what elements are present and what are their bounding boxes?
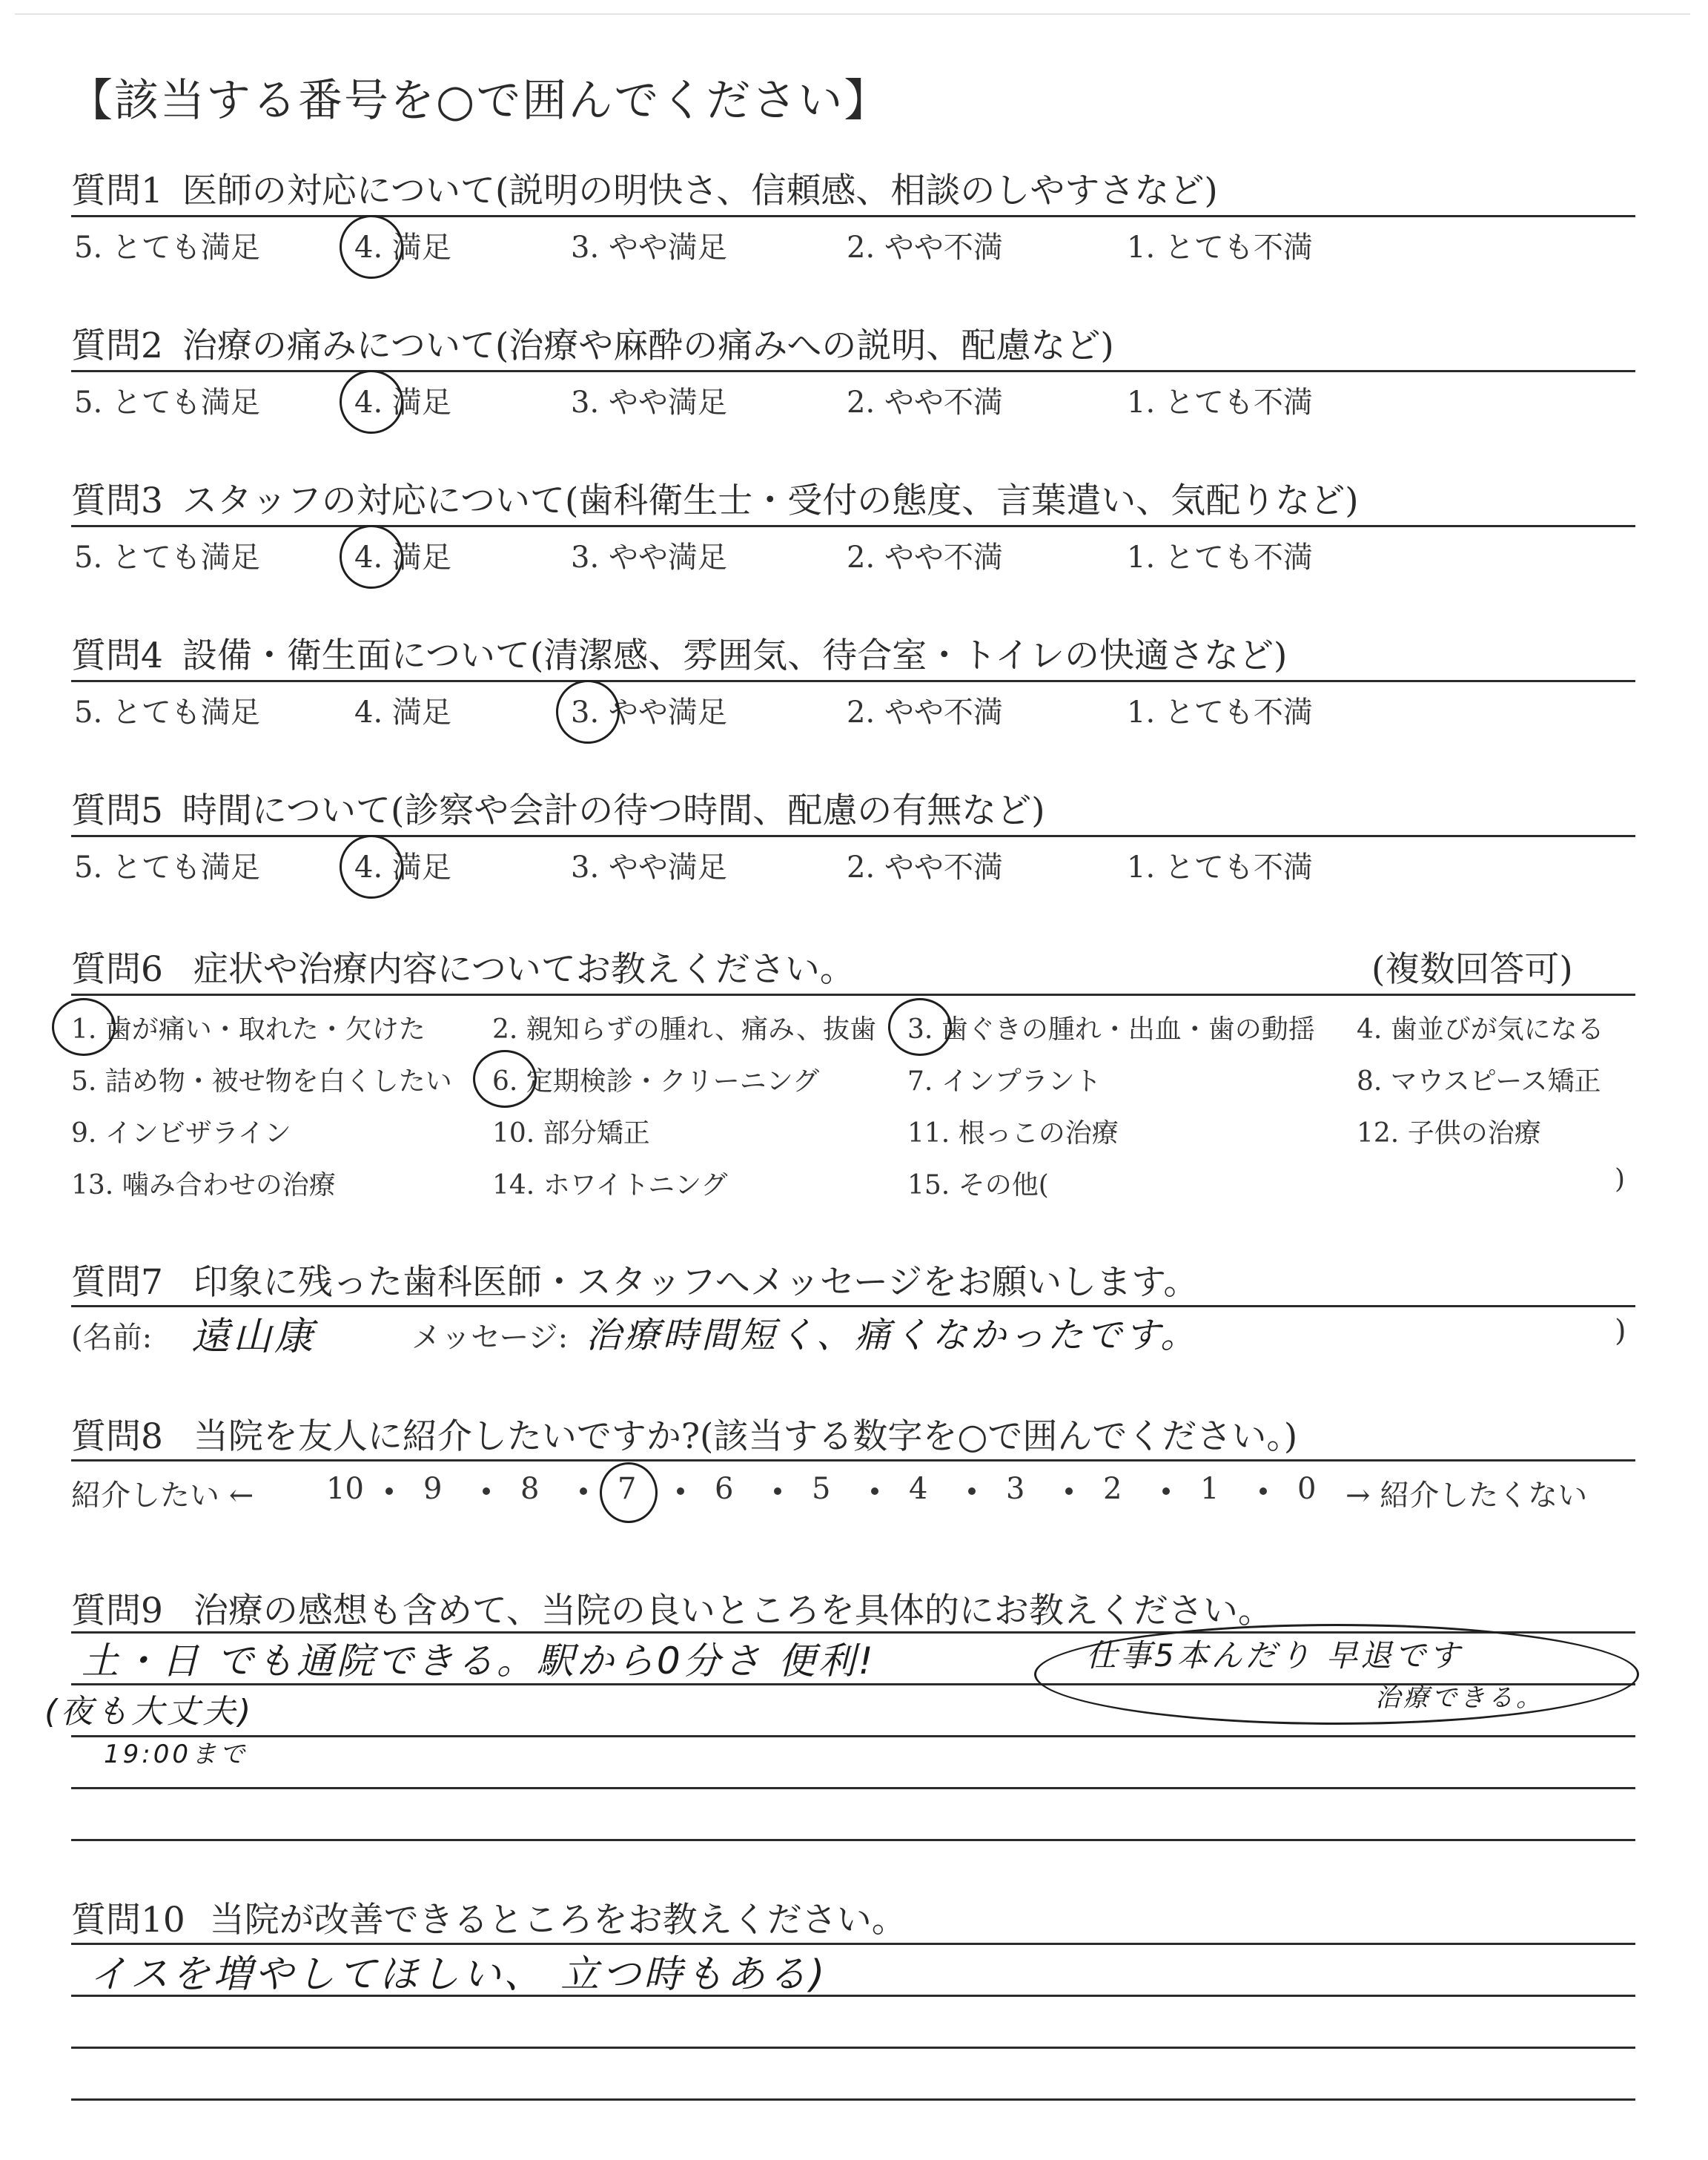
q8-separator-dot xyxy=(677,1487,684,1495)
q8-separator-dot xyxy=(483,1487,490,1495)
q8-value-7[interactable]: 7 xyxy=(618,1472,637,1506)
q6-option-6[interactable]: 6. 定期検診・クリーニング xyxy=(492,1066,820,1097)
q1-option-2[interactable]: 2. やや不満 xyxy=(847,231,1003,265)
q5-option-3[interactable]: 3. やや満足 xyxy=(571,851,727,885)
q3-option-5[interactable]: 5. とても満足 xyxy=(74,541,260,575)
q10-heading xyxy=(71,1892,907,1942)
q8-separator-dot xyxy=(1260,1487,1267,1495)
q6-other-close-paren: ) xyxy=(1615,1164,1626,1195)
q2-option-2[interactable]: 2. やや不満 xyxy=(847,386,1003,420)
q8-value-9[interactable]: 9 xyxy=(423,1472,443,1506)
q9-label: 質問9 xyxy=(71,1591,163,1631)
q3-selection-circle xyxy=(340,525,403,589)
q7-label: 質問7 xyxy=(71,1262,163,1303)
q8-selection-circle xyxy=(600,1462,658,1523)
q8-separator-dot xyxy=(968,1487,976,1495)
q1-option-5[interactable]: 5. とても満足 xyxy=(74,231,260,265)
q1-text: 医師の対応について(説明の明快さ、信頼感、相談のしやすさなど) xyxy=(182,171,1218,211)
q4-option-3[interactable]: 3. やや満足 xyxy=(571,696,727,730)
q1-option-3[interactable]: 3. やや満足 xyxy=(571,231,727,265)
q6-selection-circle-6 xyxy=(473,1050,537,1108)
q2-label: 質問2 xyxy=(71,326,163,366)
q8-value-0[interactable]: 0 xyxy=(1297,1472,1317,1506)
q6-option-13[interactable]: 13. 噛み合わせの治療 xyxy=(71,1170,336,1200)
q2-option-1[interactable]: 1. とても不満 xyxy=(1127,386,1313,420)
q5-option-4[interactable]: 4. 満足 xyxy=(354,851,451,885)
q8-rule xyxy=(71,1459,1635,1462)
q6-option-15[interactable]: 15. その他( xyxy=(907,1170,1049,1200)
q4-option-2[interactable]: 2. やや不満 xyxy=(847,696,1003,730)
q5-option-1[interactable]: 1. とても不満 xyxy=(1127,851,1313,885)
q3-label: 質問3 xyxy=(71,480,163,521)
q9-rule-4 xyxy=(71,1787,1635,1789)
q6-option-8[interactable]: 8. マウスピース矯正 xyxy=(1357,1066,1601,1097)
q6-option-1[interactable]: 1. 歯が痛い・取れた・欠けた xyxy=(71,1014,426,1045)
q8-value-3[interactable]: 3 xyxy=(1006,1472,1025,1506)
q10-label: 質問10 xyxy=(71,1900,185,1941)
q8-value-5[interactable]: 5 xyxy=(812,1472,831,1506)
q6-note: (複数回答可) xyxy=(1371,949,1573,990)
q6-heading xyxy=(71,942,855,991)
q9-bracket-mark xyxy=(1034,1624,1639,1725)
q8-separator-dot xyxy=(774,1487,781,1495)
q6-option-9[interactable]: 9. インビザライン xyxy=(71,1118,291,1149)
q3-text: スタッフの対応について(歯科衛生士・受付の態度、言葉遣い、気配りなど) xyxy=(182,480,1359,521)
q3-option-1[interactable]: 1. とても不満 xyxy=(1127,541,1313,575)
q4-option-4[interactable]: 4. 満足 xyxy=(354,696,451,730)
q5-selection-circle xyxy=(340,835,403,899)
q9-text: 治療の感想も含めて、当院の良いところを具体的にお教えください。 xyxy=(193,1591,1273,1631)
q1-heading xyxy=(71,163,1218,213)
q5-label: 質問5 xyxy=(71,790,163,831)
q2-option-4[interactable]: 4. 満足 xyxy=(354,386,451,420)
q9-answer-line1: 土・日 でも通院できる。駅から0分さ 便利! xyxy=(82,1639,876,1682)
page-title: 【該当する番号を○で囲んでください】 xyxy=(68,75,890,127)
q1-rule xyxy=(71,215,1635,217)
q8-heading xyxy=(71,1409,1297,1459)
q9-answer-line2: (夜も大丈夫) xyxy=(44,1693,254,1731)
q9-answer-note-b: 治療できる。 xyxy=(1375,1683,1544,1713)
q8-value-2[interactable]: 2 xyxy=(1103,1472,1122,1506)
q6-option-7[interactable]: 7. インプラント xyxy=(907,1066,1102,1097)
q6-text: 症状や治療内容についてお教えください。 xyxy=(193,949,855,990)
q8-separator-dot xyxy=(580,1487,587,1495)
q8-text: 当院を友人に紹介したいですか?(該当する数字を○で囲んでください。) xyxy=(193,1416,1298,1457)
q4-label: 質問4 xyxy=(71,635,163,676)
q7-message-label: メッセージ: xyxy=(411,1321,569,1355)
q4-selection-circle xyxy=(556,680,620,744)
q8-separator-dot xyxy=(385,1487,393,1495)
q7-text: 印象に残った歯科医師・スタッフへメッセージをお願いします。 xyxy=(193,1262,1199,1303)
q4-heading xyxy=(71,628,1287,678)
q2-rule xyxy=(71,370,1635,372)
q3-heading xyxy=(71,473,1359,523)
q3-rule xyxy=(71,525,1635,527)
q7-close-paren: ) xyxy=(1615,1314,1626,1348)
q1-label: 質問1 xyxy=(71,171,163,211)
q2-text: 治療の痛みについて(治療や麻酔の痛みへの説明、配慮など) xyxy=(182,326,1114,366)
q7-heading xyxy=(71,1255,1198,1304)
q6-option-3[interactable]: 3. 歯ぐきの腫れ・出血・歯の動揺 xyxy=(907,1014,1315,1045)
q6-option-11[interactable]: 11. 根っこの治療 xyxy=(907,1118,1119,1149)
q4-rule xyxy=(71,680,1635,682)
q3-option-3[interactable]: 3. やや満足 xyxy=(571,541,727,575)
q2-selection-circle xyxy=(340,370,403,434)
q9-rule-3 xyxy=(71,1735,1635,1737)
q7-message-handwritten: 治療時間短く、痛くなかったです。 xyxy=(586,1315,1199,1356)
q6-option-2[interactable]: 2. 親知らずの腫れ、痛み、抜歯 xyxy=(492,1014,877,1045)
q6-label: 質問6 xyxy=(71,949,163,990)
q3-option-2[interactable]: 2. やや不満 xyxy=(847,541,1003,575)
q4-option-1[interactable]: 1. とても不満 xyxy=(1127,696,1313,730)
q8-separator-dot xyxy=(1162,1487,1170,1495)
q6-selection-circle-3 xyxy=(888,998,952,1056)
q10-text: 当院が改善できるところをお教えください。 xyxy=(209,1900,907,1941)
q6-option-5[interactable]: 5. 詰め物・被せ物を白くしたい xyxy=(71,1066,452,1097)
q5-option-5[interactable]: 5. とても満足 xyxy=(74,851,260,885)
q8-value-1[interactable]: 1 xyxy=(1200,1472,1219,1506)
q6-rule xyxy=(71,994,1635,996)
q1-option-4[interactable]: 4. 満足 xyxy=(354,231,451,265)
q6-selection-circle-1 xyxy=(52,998,116,1056)
q8-right-label: → 紹介したくない xyxy=(1345,1479,1588,1513)
q9-answer-line3: 19:00まで xyxy=(104,1740,248,1769)
q8-label: 質問8 xyxy=(71,1416,163,1457)
q8-separator-dot xyxy=(1065,1487,1073,1495)
q5-option-2[interactable]: 2. やや不満 xyxy=(847,851,1003,885)
q8-value-4[interactable]: 4 xyxy=(909,1472,928,1506)
q4-text: 設備・衛生面について(清潔感、雰囲気、待合室・トイレの快適さなど) xyxy=(182,635,1288,676)
q1-selection-circle xyxy=(340,215,403,279)
q2-option-5[interactable]: 5. とても満足 xyxy=(74,386,260,420)
q5-rule xyxy=(71,835,1635,837)
q8-value-10[interactable]: 10 xyxy=(326,1472,364,1506)
q5-heading xyxy=(71,783,1045,833)
q3-option-4[interactable]: 4. 満足 xyxy=(354,541,451,575)
q10-answer: イスを増やしてほしい、 立つ時もある) xyxy=(89,1952,828,1997)
q10-rule-4 xyxy=(71,2098,1635,2101)
q9-rule-5 xyxy=(71,1839,1635,1841)
q2-option-3[interactable]: 3. やや満足 xyxy=(571,386,727,420)
q7-name-handwritten: 遠山康 xyxy=(191,1315,317,1359)
q8-separator-dot xyxy=(871,1487,878,1495)
q1-option-1[interactable]: 1. とても不満 xyxy=(1127,231,1313,265)
q10-rule-3 xyxy=(71,2047,1635,2049)
q8-value-6[interactable]: 6 xyxy=(715,1472,734,1506)
page-top-edge xyxy=(15,13,1690,15)
q9-heading xyxy=(71,1583,1273,1633)
q4-option-5[interactable]: 5. とても満足 xyxy=(74,696,260,730)
q9-answer-note-a: 仕事5本んだり 早退です xyxy=(1086,1637,1463,1674)
q6-option-10[interactable]: 10. 部分矯正 xyxy=(492,1118,650,1149)
q8-left-label: 紹介したい ← xyxy=(71,1479,254,1513)
q2-heading xyxy=(71,318,1114,368)
q6-option-14[interactable]: 14. ホワイトニング xyxy=(492,1170,728,1200)
q8-value-8[interactable]: 8 xyxy=(520,1472,540,1506)
q7-name-label: (名前: xyxy=(71,1321,153,1355)
q6-option-4[interactable]: 4. 歯並びが気になる xyxy=(1357,1014,1604,1045)
q5-text: 時間について(診察や会計の待つ時間、配慮の有無など) xyxy=(182,790,1045,831)
q6-option-12[interactable]: 12. 子供の治療 xyxy=(1357,1118,1541,1149)
